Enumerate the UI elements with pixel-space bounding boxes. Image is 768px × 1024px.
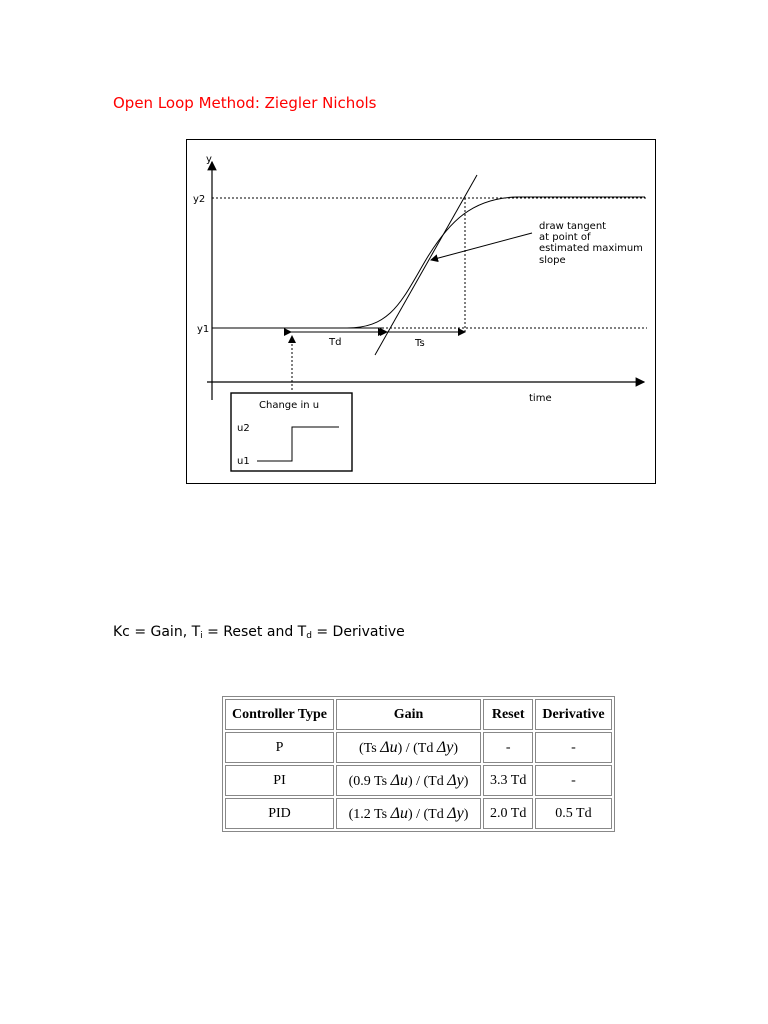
annotation-line-2: at point of (539, 232, 591, 243)
header-gain: Gain (336, 699, 481, 730)
ti-subscript: i (200, 631, 203, 641)
controller-type-cell: PID (225, 798, 334, 829)
table-header-row (225, 699, 612, 730)
delta-u-symbol: Δu (380, 738, 398, 756)
derivative-cell: - (535, 732, 611, 763)
header-derivative: Derivative (535, 699, 611, 730)
table-row (225, 765, 612, 796)
kc-definition: Kc = Gain, T (113, 624, 201, 640)
reset-cell: - (483, 732, 533, 763)
controller-type-cell: P (225, 732, 334, 763)
delta-u-symbol: Δu (390, 804, 408, 822)
header-controller-type: Controller Type (225, 699, 334, 730)
gain-cell: (1.2 Ts Δu) / (Td Δy) (336, 798, 481, 829)
derivative-definition: = Derivative (311, 624, 405, 640)
td-subscript: d (306, 631, 312, 641)
table-row (225, 732, 612, 763)
derivative-cell: 0.5 Td (535, 798, 611, 829)
delta-y-symbol: Δy (447, 771, 464, 789)
ts-label: Ts (415, 338, 425, 349)
step-response-figure (186, 139, 656, 484)
y-axis-label: y (206, 154, 212, 165)
parameter-definitions (113, 624, 405, 640)
step-response-curve (347, 197, 645, 328)
annotation-line-1: draw tangent (539, 221, 607, 232)
tuning-table (222, 696, 615, 832)
td-label: Td (329, 337, 342, 348)
delta-u-symbol: Δu (390, 771, 408, 789)
tuning-table-container (222, 696, 615, 832)
annotation-arrow (431, 233, 532, 260)
header-reset: Reset (483, 699, 533, 730)
reset-definition: = Reset and T (202, 624, 307, 640)
gain-cell: (0.9 Ts Δu) / (Td Δy) (336, 765, 481, 796)
reset-cell: 3.3 Td (483, 765, 533, 796)
annotation-line-3: estimated maximum (539, 243, 643, 254)
delta-y-symbol: Δy (447, 804, 464, 822)
gain-cell: (Ts Δu) / (Td Δy) (336, 732, 481, 763)
inset-title: Change in u (259, 400, 320, 411)
controller-type-cell: PI (225, 765, 334, 796)
reset-cell: 2.0 Td (483, 798, 533, 829)
derivative-cell: - (535, 765, 611, 796)
y2-label: y2 (193, 194, 206, 205)
table-row (225, 798, 612, 829)
x-axis-label: time (529, 393, 552, 404)
page-heading: Open Loop Method: Ziegler Nichols (113, 94, 377, 112)
annotation-line-4: slope (539, 255, 566, 266)
u1-label: u1 (237, 456, 250, 467)
y1-label: y1 (197, 324, 210, 335)
delta-y-symbol: Δy (436, 738, 454, 756)
u2-label: u2 (237, 423, 250, 434)
